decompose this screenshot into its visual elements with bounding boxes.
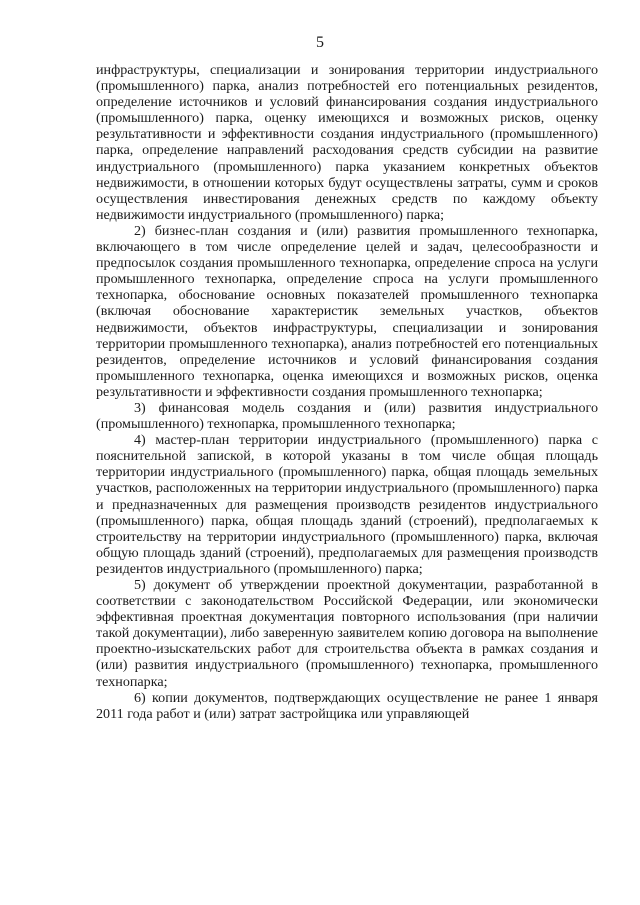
paragraph-item-6: 6) копии документов, подтверждающих осуществление не ранее 1 января 2011 года работ и (или) затрат застройщика или управляющей	[96, 689, 598, 722]
paragraph-1-continuation: инфраструктуры, специализации и зонирования территории индустриального (промышленного) парка, анализ потребностей его потенциальных резидентов, определение источников и условий финансирования создания индустриального (промышленного) парка, оценку имеющихся и возможных рисков, оценку результативности и эффективности создания индустриального (промышленного) парка, определение направлений расходования средств субсидии на развитие индустриального (промышленного) парка указанием конкретных объектов недвижимости, в отношении которых будут осуществлены затраты, сумм и сроков осуществления инвестирования денежных средств по каждому объекту недвижимости индустриального (промышленного) парка;	[96, 62, 598, 223]
paragraph-item-2: 2) бизнес-план создания и (или) развития промышленного технопарка, включающего в том числе определение целей и задач, целесообразности и предпосылок создания промышленного технопарка, определение спроса на услуги промышленного технопарка, определение спроса на услуги промышленного технопарка, обоснование основных показателей промышленного технопарка (включая обоснование характеристик земельных участков, объектов недвижимости, объектов инфраструктуры, специализации и зонирования территории промышленного технопарка), анализ потребностей его потенциальных резидентов, определение источников и условий финансирования создания промышленного технопарка, оценка имеющихся и возможных рисков, оценка результативности и эффективности создания промышленного технопарка;	[96, 222, 598, 400]
page-number: 5	[316, 34, 324, 51]
paragraph-item-3: 3) финансовая модель создания и (или) развития индустриального (промышленного) технопарка, промышленного технопарка;	[96, 399, 598, 433]
paragraph-item-4: 4) мастер-план территории индустриального (промышленного) парка с пояснительной запиской, в которой указаны в том числе общая площадь территории индустриального (промышленного) парка, общая площадь земельных участков, расположенных на территории индустриального (промышленного) парка и предназначенных для размещения производств резидентов индустриального (промышленного) парка, общая площадь зданий (строений), предполагаемых к строительству на территории индустриального (промышленного) парка, включая общую площадь зданий (строений), предполагаемых для размещения производств резидентов индустриального (промышленного) парка;	[96, 432, 598, 577]
paragraph-item-5: 5) документ об утверждении проектной документации, разработанной в соответствии с законодательством Российской Федерации, или экономически эффективная проектная документация повторного использования (при наличии такой документации), либо заверенную заявителем копию договора на выполнение проектно-изыскательских работ для строительства объекта в рамках создания и (или) развития индустриального (промышленного) технопарка, промышленного технопарка;	[96, 577, 598, 690]
document-body	[96, 62, 598, 722]
